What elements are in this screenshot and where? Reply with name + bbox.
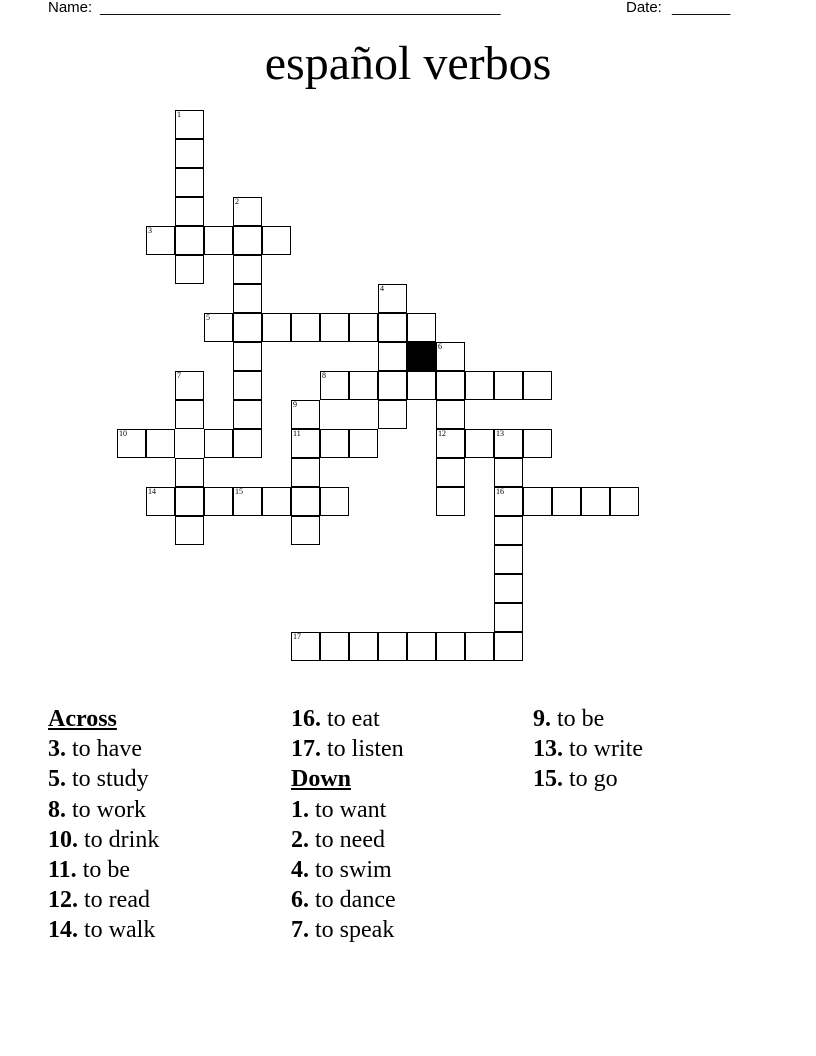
clue-number: 1	[177, 110, 181, 119]
grid-cell[interactable]	[233, 255, 262, 284]
grid-cell[interactable]	[320, 487, 349, 516]
grid-cell[interactable]	[494, 603, 523, 632]
grid-cell[interactable]	[262, 487, 291, 516]
grid-cell[interactable]	[291, 313, 320, 342]
grid-cell[interactable]	[204, 313, 233, 342]
clue-number: 6	[438, 342, 442, 351]
grid-cell[interactable]	[349, 313, 378, 342]
clue-text: to have	[66, 736, 142, 763]
clue-number: 10.	[48, 826, 78, 853]
grid-cell[interactable]	[349, 632, 378, 661]
grid-cell[interactable]	[204, 429, 233, 458]
clue-text: to speak	[309, 917, 395, 944]
clue-number: 8	[322, 371, 326, 380]
grid-cell[interactable]	[378, 284, 407, 313]
grid-cell[interactable]	[494, 371, 523, 400]
clue-number: 5.	[48, 766, 66, 793]
clue-number: 9.	[533, 706, 551, 732]
grid-cell[interactable]	[494, 458, 523, 487]
grid-cell[interactable]	[610, 487, 639, 516]
grid-cell[interactable]	[175, 197, 204, 226]
grid-cell[interactable]	[436, 429, 465, 458]
grid-cell[interactable]	[320, 632, 349, 661]
grid-cell[interactable]	[233, 429, 262, 458]
grid-cell[interactable]	[175, 458, 204, 487]
clue-text: to swim	[309, 856, 392, 883]
grid-block	[407, 342, 436, 371]
grid-cell[interactable]	[146, 429, 175, 458]
grid-cell[interactable]	[378, 400, 407, 429]
grid-cell[interactable]	[320, 371, 349, 400]
grid-cell[interactable]	[436, 458, 465, 487]
clue-text: to listen	[321, 736, 404, 763]
clue-item	[291, 825, 404, 855]
clue-item	[291, 795, 404, 825]
clue-number: 16.	[291, 706, 321, 732]
grid-cell[interactable]	[378, 313, 407, 342]
grid-cell[interactable]	[349, 429, 378, 458]
grid-cell[interactable]	[436, 371, 465, 400]
clue-text: to be	[76, 856, 131, 883]
grid-cell[interactable]	[320, 313, 349, 342]
clue-number: 2	[235, 197, 239, 206]
clue-number: 6.	[291, 887, 309, 914]
clue-item	[48, 734, 159, 764]
grid-cell[interactable]	[291, 632, 320, 661]
clue-number: 5	[206, 313, 210, 322]
clue-text: to be	[551, 706, 605, 732]
grid-cell[interactable]	[320, 429, 349, 458]
across-heading: Across	[48, 706, 117, 732]
clue-item	[48, 915, 159, 945]
clue-number: 12.	[48, 887, 78, 914]
grid-cell[interactable]	[175, 400, 204, 429]
grid-cell[interactable]	[436, 487, 465, 516]
grid-cell[interactable]	[407, 313, 436, 342]
grid-cell[interactable]	[233, 371, 262, 400]
grid-cell[interactable]	[175, 139, 204, 168]
grid-cell[interactable]	[494, 545, 523, 574]
grid-cell[interactable]	[378, 632, 407, 661]
grid-cell[interactable]	[175, 110, 204, 139]
grid-cell[interactable]	[262, 226, 291, 255]
grid-cell[interactable]	[494, 516, 523, 545]
clue-item	[48, 825, 159, 855]
clue-number: 7.	[291, 917, 309, 944]
grid-cell[interactable]	[291, 516, 320, 545]
clue-number: 13.	[533, 736, 563, 763]
grid-cell[interactable]	[494, 574, 523, 603]
grid-cell[interactable]	[523, 487, 552, 516]
clue-text: to want	[309, 796, 387, 823]
grid-cell[interactable]	[262, 313, 291, 342]
grid-cell[interactable]	[465, 371, 494, 400]
grid-cell[interactable]	[291, 458, 320, 487]
grid-cell[interactable]	[291, 429, 320, 458]
clue-number: 14.	[48, 917, 78, 944]
clue-number: 4.	[291, 856, 309, 883]
page-title: español verbos	[264, 37, 552, 90]
clue-item	[533, 704, 643, 734]
clue-text: to eat	[321, 706, 380, 732]
grid-cell[interactable]	[233, 284, 262, 313]
grid-cell[interactable]	[175, 226, 204, 255]
clue-number: 17	[293, 632, 301, 641]
clue-number: 4	[380, 284, 384, 293]
name-field[interactable]: ________________________________________________	[100, 0, 501, 16]
grid-cell[interactable]	[233, 313, 262, 342]
clue-number: 8.	[48, 796, 66, 823]
clue-item	[533, 734, 643, 764]
grid-cell[interactable]	[465, 632, 494, 661]
clue-item	[48, 764, 159, 794]
clue-text: to study	[66, 766, 149, 793]
down-heading: Down	[291, 766, 352, 793]
clue-text: to walk	[78, 917, 156, 944]
clue-number: 12	[438, 429, 446, 438]
clue-item	[291, 734, 404, 764]
grid-cell[interactable]	[233, 342, 262, 371]
grid-cell[interactable]	[436, 632, 465, 661]
grid-cell[interactable]	[233, 487, 262, 516]
clue-item	[48, 885, 159, 915]
clue-number: 15	[235, 487, 243, 496]
grid-cell[interactable]	[146, 487, 175, 516]
clue-item	[291, 704, 404, 734]
name-label: Name:	[48, 0, 93, 16]
clue-number: 11	[293, 429, 301, 438]
date-label: Date:	[626, 0, 662, 16]
clue-text: to read	[78, 887, 150, 914]
grid-cell[interactable]	[523, 371, 552, 400]
grid-cell[interactable]	[465, 429, 494, 458]
clue-text: to write	[563, 736, 643, 763]
clue-heading-row	[48, 704, 159, 734]
grid-cell[interactable]	[581, 487, 610, 516]
clue-number: 16	[496, 487, 504, 496]
grid-cell[interactable]	[378, 371, 407, 400]
grid-cell[interactable]	[175, 487, 204, 516]
clue-number: 17.	[291, 736, 321, 763]
grid-cell[interactable]	[175, 371, 204, 400]
clue-number: 14	[148, 487, 156, 496]
grid-cell[interactable]	[233, 400, 262, 429]
clues-column-2	[291, 704, 404, 946]
clue-number: 7	[177, 371, 181, 380]
date-field[interactable]: _______	[672, 0, 731, 16]
grid-cell[interactable]	[407, 371, 436, 400]
clue-number: 3	[148, 226, 152, 235]
grid-cell[interactable]	[233, 226, 262, 255]
grid-cell[interactable]	[233, 197, 262, 226]
clue-heading-row	[291, 764, 404, 794]
clue-text: to work	[66, 796, 146, 823]
clue-number: 11.	[48, 856, 77, 883]
clue-item	[48, 855, 159, 885]
grid-cell[interactable]	[552, 487, 581, 516]
grid-cell[interactable]	[291, 400, 320, 429]
grid-cell[interactable]	[175, 168, 204, 197]
clue-number: 10	[119, 429, 127, 438]
clue-number: 9	[293, 400, 297, 409]
grid-cell[interactable]	[436, 342, 465, 371]
grid-cell[interactable]	[349, 371, 378, 400]
grid-cell[interactable]	[378, 342, 407, 371]
clue-item	[291, 885, 404, 915]
clue-number: 13	[496, 429, 504, 438]
grid-cell[interactable]	[523, 429, 552, 458]
clue-item	[48, 795, 159, 825]
clue-text: to dance	[309, 887, 396, 914]
grid-cell[interactable]	[494, 429, 523, 458]
clue-number: 1.	[291, 796, 309, 823]
clues-column-1	[48, 704, 159, 946]
clue-item	[291, 915, 404, 945]
grid-cell[interactable]	[146, 226, 175, 255]
grid-cell[interactable]	[204, 487, 233, 516]
grid-cell[interactable]	[494, 487, 523, 516]
clues-column-3	[533, 704, 643, 795]
clue-number: 3.	[48, 736, 66, 763]
clue-number: 2.	[291, 826, 309, 853]
grid-cell[interactable]	[175, 255, 204, 284]
grid-cell[interactable]	[175, 516, 204, 545]
grid-cell[interactable]	[291, 487, 320, 516]
grid-cell[interactable]	[436, 400, 465, 429]
grid-cell[interactable]	[407, 632, 436, 661]
clue-text: to go	[563, 766, 618, 793]
grid-cell[interactable]	[204, 226, 233, 255]
clue-text: to need	[309, 826, 385, 853]
grid-cell[interactable]	[117, 429, 146, 458]
clue-item	[291, 855, 404, 885]
clue-item	[533, 764, 643, 794]
clue-text: to drink	[78, 826, 160, 853]
clue-number: 15.	[533, 766, 563, 793]
grid-cell[interactable]	[494, 632, 523, 661]
